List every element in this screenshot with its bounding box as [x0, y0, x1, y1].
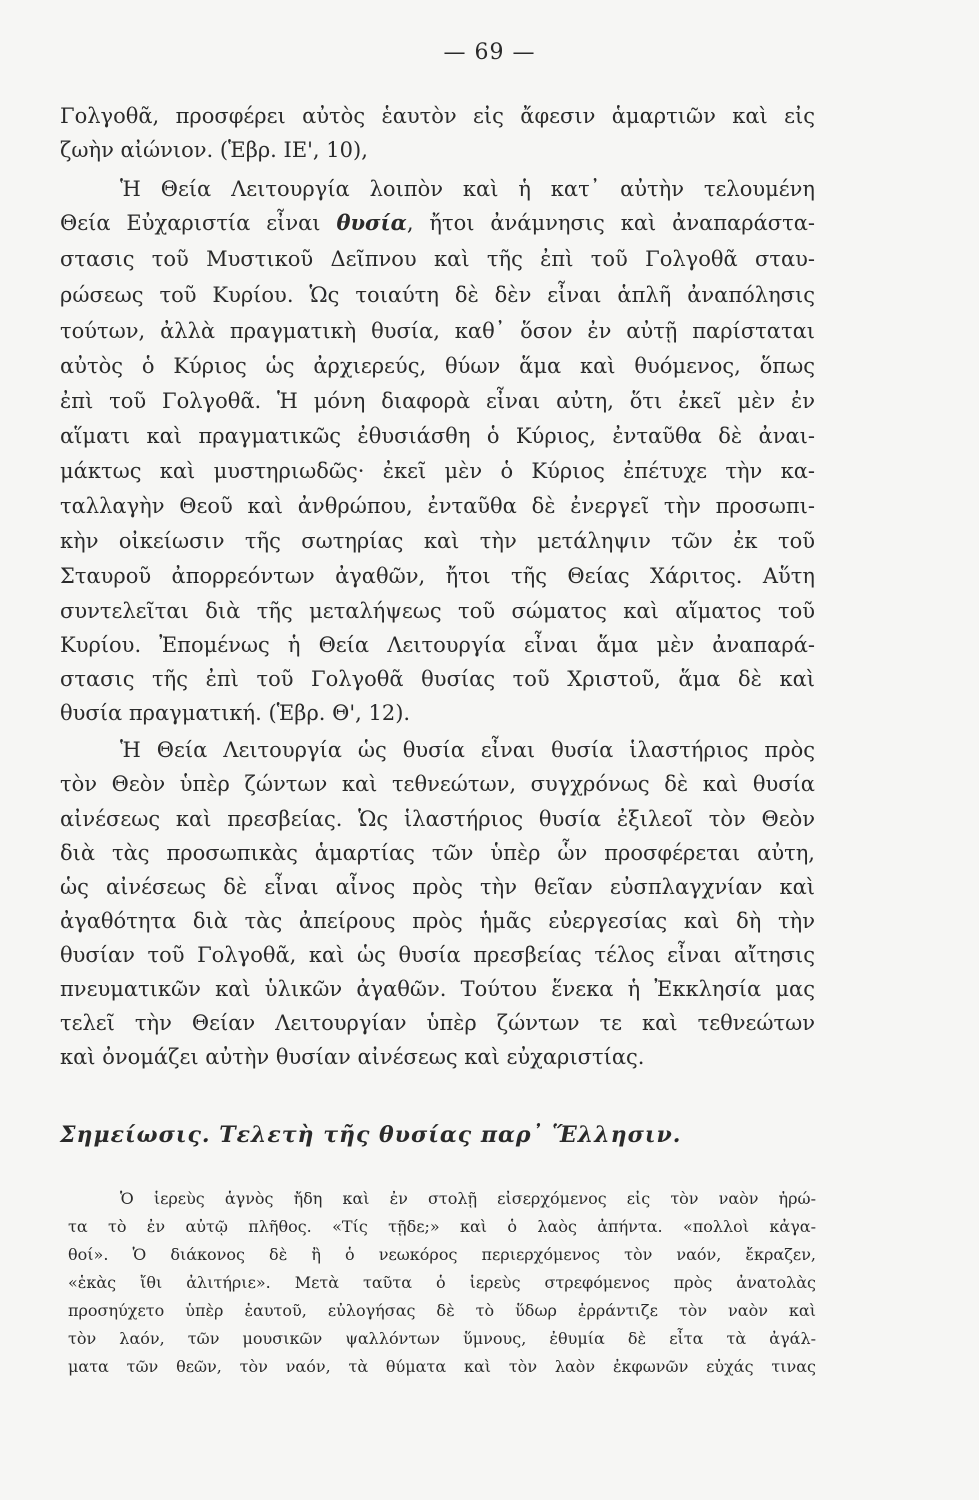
text-line: ρώσεως τοῦ Κυρίου. Ὡς τοιαύτη δὲ δὲν εἶναι ἁπλῆ ἀναπόλησις — [60, 283, 815, 307]
text-line: τελεῖ τὴν Θείαν Λειτουργίαν ὑπὲρ ζώντων τε καὶ τεθνεώτων — [60, 1011, 815, 1035]
text-line: αὐτὸς ὁ Κύριος ὡς ἀρχιερεύς, θύων ἅμα καὶ θυόμενος, ὅπως — [60, 354, 815, 378]
text-line: αἰνέσεως καὶ πρεσβείας. Ὡς ἱλαστήριος θυσία ἐξιλεοῖ τὸν Θεὸν — [60, 807, 815, 831]
text-line: καὶ ὀνομάζει αὐτὴν θυσίαν αἰνέσεως καὶ εὐχαριστίας. — [60, 1045, 645, 1069]
emphasized-word: θυσία — [336, 210, 407, 235]
note-line: Ὁ ἱερεὺς ἁγνὸς ἤδη καὶ ἐν στολῇ εἰσερχόμενος εἰς τὸν ναὸν ἠρώ- — [120, 1189, 816, 1208]
text-line: Σταυροῦ ἀπορρεόντων ἀγαθῶν, ἤτοι τῆς Θείας Χάριτος. Αὕτη — [60, 564, 815, 588]
note-line: ματα τῶν θεῶν, τὸν ναόν, τὰ θύματα καὶ τὸν λαὸν ἐκφωνῶν εὐχάς τινας — [68, 1357, 816, 1376]
text-line: Θεία Εὐχαριστία εἶναι θυσία, ἤτοι ἀνάμνησις καὶ ἀναπαράστα- — [60, 210, 815, 235]
text-line: ζωὴν αἰώνιον. (Ἑβρ. ΙΕ', 10), — [60, 138, 368, 162]
text-line: ἀγαθότητα διὰ τὰς ἀπείρους πρὸς ἡμᾶς εὐεργεσίας καὶ δὴ τὴν — [60, 909, 815, 933]
text-line: τούτων, ἀλλὰ πραγματικὴ θυσία, καθ᾽ ὅσον ἐν αὐτῇ παρίσταται — [60, 319, 815, 343]
text-line: διὰ τὰς προσωπικὰς ἁμαρτίας τῶν ὑπὲρ ὧν προσφέρεται αὐτη, — [60, 841, 815, 865]
text-line: Ἡ Θεία Λειτουργία ὡς θυσία εἶναι θυσία ἱλαστήριος πρὸς — [120, 738, 815, 762]
text-line: τὸν Θεὸν ὑπὲρ ζώντων καὶ τεθνεώτων, συγχρόνως δὲ καὶ θυσία — [60, 772, 815, 796]
text-line: Κυρίου. Ἐπομένως ἡ Θεία Λειτουργία εἶναι ἅμα μὲν ἀναπαρά- — [60, 633, 815, 657]
note-line: προσηύχετο ὑπὲρ ἑαυτοῦ, εὐλογήσας δὲ τὸ ὕδωρ ἐρράντιζε τὸν ναὸν καὶ — [68, 1301, 816, 1320]
text-line: Ἡ Θεία Λειτουργία λοιπὸν καὶ ἡ κατ᾽ αὐτὴν τελουμένη — [120, 177, 815, 201]
page-number: — 69 — — [443, 40, 536, 65]
text-line: πνευματικῶν καὶ ὑλικῶν ἀγαθῶν. Τούτου ἕνεκα ἡ Ἐκκλησία μας — [60, 977, 815, 1001]
text-line: ἐπὶ τοῦ Γολγοθᾶ. Ἡ μόνη διαφορὰ εἶναι αὐτη, ὅτι ἐκεῖ μὲν ἐν — [60, 389, 815, 413]
text-line: θυσία πραγματική. (Ἑβρ. Θ', 12). — [60, 701, 411, 725]
text-line: ταλλαγὴν Θεοῦ καὶ ἀνθρώπου, ἐνταῦθα δὲ ἐνεργεῖ τὴν προσωπι- — [60, 494, 815, 518]
text-line: κὴν οἰκείωσιν τῆς σωτηρίας καὶ τὴν μετάληψιν τῶν ἐκ τοῦ — [60, 529, 815, 553]
note-line: θοί». Ὁ διάκονος δὲ ἢ ὁ νεωκόρος περιερχόμενος τὸν ναόν, ἔκραζεν, — [68, 1245, 816, 1264]
text-line: Γολγοθᾶ, προσφέρει αὐτὸς ἑαυτὸν εἰς ἄφεσιν ἁμαρτιῶν καὶ εἰς — [60, 104, 815, 128]
note-line: τα τὸ ἐν αὐτῷ πλῆθος. «Τίς τῇδε;» καὶ ὁ λαὸς ἀπήντα. «πολλοὶ κἀγα- — [68, 1217, 816, 1236]
text-line: συντελεῖται διὰ τῆς μεταλήψεως τοῦ σώματος καὶ αἵματος τοῦ — [60, 599, 815, 623]
note-line: τὸν λαόν, τῶν μουσικῶν ψαλλόντων ὕμνους, ἐθυμία δὲ εἶτα τὰ ἀγάλ- — [68, 1329, 816, 1348]
text-line: αἵματι καὶ πραγματικῶς ἐθυσιάσθη ὁ Κύριος, ἐνταῦθα δὲ ἀναι- — [60, 424, 815, 448]
text-line: μάκτως καὶ μυστηριωδῶς· ἐκεῖ μὲν ὁ Κύριος ἐπέτυχε τὴν κα- — [60, 459, 815, 483]
text-line: στασις τῆς ἐπὶ τοῦ Γολγοθᾶ θυσίας τοῦ Χριστοῦ, ἅμα δὲ καὶ — [60, 667, 815, 691]
text-line: θυσίαν τοῦ Γολγοθᾶ, καὶ ὡς θυσία πρεσβείας τέλος εἶναι αἴτησις — [60, 943, 815, 967]
text-line: στασις τοῦ Μυστικοῦ Δεῖπνου καὶ τῆς ἐπὶ τοῦ Γολγοθᾶ σταυ- — [60, 247, 815, 271]
note-line: «ἑκὰς ἴθι ἀλιτήριε». Μετὰ ταῦτα ὁ ἱερεὺς στρεφόμενος πρὸς ἀνατολὰς — [68, 1273, 816, 1292]
text-line: ὡς αἰνέσεως δὲ εἶναι αἶνος πρὸς τὴν θεῖαν εὐσπλαγχνίαν καὶ — [60, 875, 815, 899]
note-heading: Σημείωσις. Τελετὴ τῆς θυσίας παρ᾽ Ἕλλησιν. — [60, 1122, 682, 1148]
